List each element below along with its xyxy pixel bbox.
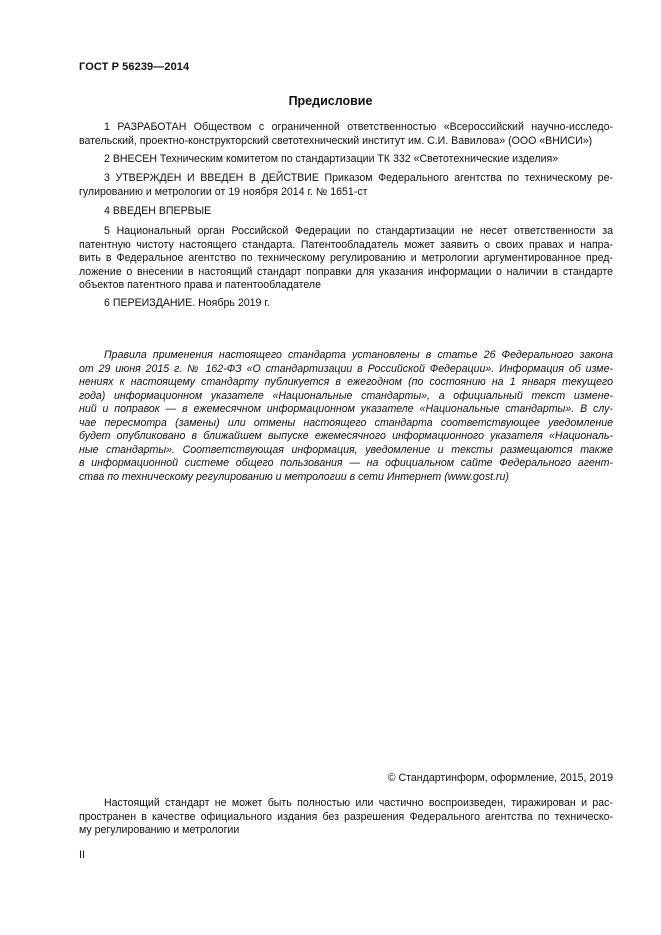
text-line: ные стандарты». Соответствующая информация, уведомление и тексты размещаются также — [79, 443, 613, 456]
foreword-item-3 — [79, 172, 613, 199]
foreword-item-1 — [79, 121, 613, 148]
text-line: 1 РАЗРАБОТАН Обществом с ограниченной ответственностью «Всероссийский научно-исследо- — [104, 121, 613, 133]
reproduction-notice — [79, 797, 613, 838]
text-line: объектов патентного права и патентообладателе — [79, 279, 321, 291]
text-line: ства по техническому регулированию и метрологии в сети Интернет (www.gost.ru) — [79, 470, 509, 483]
text-line: му регулированию и метрологии — [79, 824, 240, 836]
text-line: от 29 июня 2015 г. № 162-ФЗ «О стандартизации в Российской Федерации». Информация об изме- — [79, 362, 613, 375]
text-line: вательский, проектно-конструкторский светотехнический институт им. С.И. Вавилова» (ООО «ВНИСИ») — [79, 134, 593, 147]
text-line: патентную чистоту настоящего стандарта. Патентообладатель может заявить о своих правах и напра- — [79, 238, 613, 251]
text-line: в информационной системе общего пользования — на официальном сайте Федерального агент- — [79, 457, 613, 469]
document-code: ГОСТ Р 56239—2014 — [79, 61, 190, 73]
text-line: ложение о внесении в настоящий стандарт поправки для указания информации о наличии в стандарте — [79, 265, 613, 278]
text-line: пространен в качестве официального издания без разрешения Федерального агентства по техническо- — [79, 810, 613, 823]
text-line: чае пересмотра (замены) или отмены настоящего стандарта соответствующее уведомление — [79, 416, 613, 429]
text-line: Правила применения настоящего стандарта установлены в статье 26 Федерального закона — [104, 349, 613, 361]
application-notice — [79, 349, 613, 484]
text-line: гулированию и метрологии от 19 ноября 2014 г. № 1651-ст — [79, 185, 368, 198]
text-line: 4 ВВЕДЕН ВПЕРВЫЕ — [104, 205, 212, 217]
text-line: будет опубликовано в ближайшем выпуске ежемесячного информационного указателя «Националь- — [79, 430, 613, 442]
text-line: ний и поправок — в ежемесячном информационном указателе «Национальные стандарты». В слу- — [79, 403, 613, 415]
page-title: Предисловие — [288, 94, 373, 108]
foreword-item-5 — [79, 225, 613, 293]
text-line: 3 УТВЕРЖДЕН И ВВЕДЕН В ДЕЙСТВИЕ Приказом Федерального агентства по техническому ре- — [104, 172, 613, 184]
page-number: II — [79, 849, 85, 861]
foreword-item-2 — [79, 153, 613, 167]
text-line: года) информационном указателе «Национальные стандарты», а официальный текст измене- — [79, 389, 613, 402]
text-line: Настоящий стандарт не может быть полностью или частично воспроизведен, тиражирован и рас- — [104, 797, 613, 809]
text-line: вить в Федеральное агентство по техническому регулированию и метрологии аргументированное пред- — [79, 252, 613, 264]
foreword-item-4 — [79, 205, 613, 219]
text-line: 5 Национальный орган Российской Федерации по стандартизации не несет ответственности за — [104, 225, 613, 237]
text-line: нениях к настоящему стандарту публикуется в ежегодном (по состоянию на 1 января текущего — [79, 376, 613, 388]
text-line: 6 ПЕРЕИЗДАНИЕ. Ноябрь 2019 г. — [104, 297, 270, 309]
copyright-line: © Стандартинформ, оформление, 2015, 2019 — [387, 772, 613, 784]
foreword-item-6 — [79, 297, 613, 311]
text-line: 2 ВНЕСЕН Техническим комитетом по стандартизации ТК 332 «Светотехнические изделия» — [104, 153, 559, 165]
